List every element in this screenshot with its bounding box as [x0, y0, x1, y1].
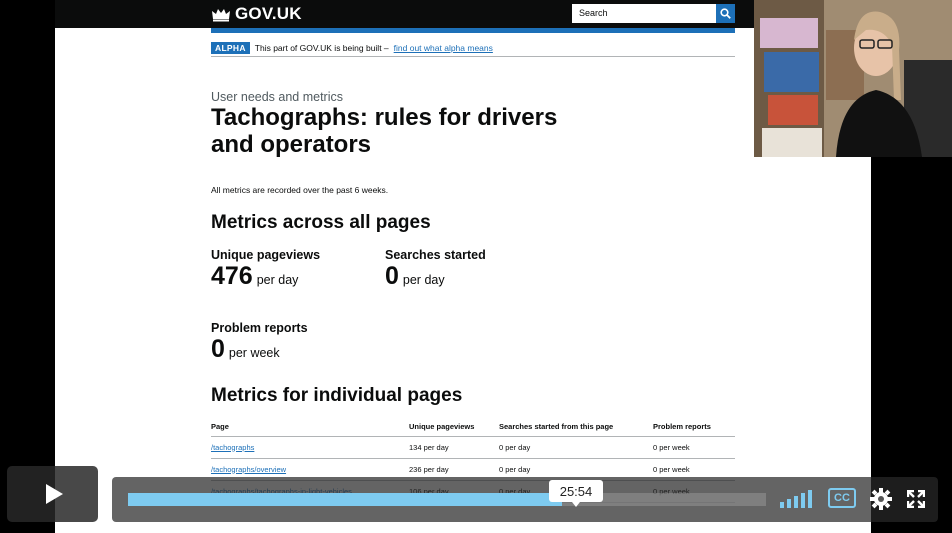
- search-input[interactable]: Search: [572, 4, 716, 23]
- metric-unit: per day: [402, 273, 445, 287]
- page-title: Tachographs: rules for drivers and operators: [211, 104, 558, 158]
- column-header: Searches started from this page: [499, 418, 653, 436]
- table-cell: 0 per day: [499, 458, 653, 480]
- metric-unique-pageviews: [211, 248, 320, 291]
- fullscreen-button[interactable]: [906, 488, 926, 510]
- search-button[interactable]: [716, 4, 735, 23]
- metric-problem-reports: [211, 321, 308, 364]
- metric-label: Unique pageviews: [211, 248, 321, 262]
- play-button[interactable]: [7, 466, 98, 522]
- logo-text: GOV.UK: [235, 4, 302, 23]
- phase-tag: ALPHA: [211, 42, 250, 54]
- crown-icon: [211, 7, 231, 22]
- progress-track[interactable]: [128, 483, 766, 506]
- phase-text: This part of GOV.UK is being built –: [254, 42, 389, 53]
- video-frame-page: [55, 0, 871, 533]
- individual-pages-heading: Metrics for individual pages: [211, 385, 463, 406]
- table-cell: 0 per week: [653, 458, 735, 480]
- table-cell: 0 per day: [499, 436, 653, 458]
- metric-value: 0: [211, 335, 225, 363]
- time-tooltip: 25:54: [549, 480, 603, 502]
- govuk-logo[interactable]: [211, 4, 302, 24]
- progress-fill: [128, 493, 562, 506]
- column-header: Problem reports: [653, 418, 735, 436]
- webcam-overlay: [754, 0, 952, 157]
- metric-unit: per week: [228, 346, 280, 360]
- table-row: [211, 436, 735, 458]
- gear-icon: [870, 488, 892, 510]
- header-blue-bar: [211, 28, 735, 33]
- page-link[interactable]: /tachographs/overview: [211, 464, 287, 474]
- metric-value: 476: [211, 262, 253, 290]
- phase-banner: [211, 39, 735, 57]
- phase-link[interactable]: find out what alpha means: [393, 42, 493, 53]
- page-link[interactable]: /tachographs: [211, 442, 255, 452]
- table-cell: 0 per week: [653, 436, 735, 458]
- metric-label: Problem reports: [211, 321, 308, 335]
- player-control-bar: [112, 477, 938, 522]
- search-icon: [720, 8, 731, 19]
- volume-bars-icon: [780, 490, 814, 508]
- play-icon: [40, 481, 66, 507]
- table-cell: 236 per day: [409, 458, 499, 480]
- metrics-note: All metrics are recorded over the past 6 weeks.: [211, 185, 389, 195]
- table-header-row: [211, 418, 735, 436]
- volume-control[interactable]: [780, 488, 814, 510]
- settings-button[interactable]: [870, 488, 892, 510]
- table-cell: 134 per day: [409, 436, 499, 458]
- metric-unit: per day: [256, 273, 299, 287]
- metric-searches-started: [385, 248, 486, 291]
- page-caption: User needs and metrics: [211, 90, 344, 104]
- metric-value: 0: [385, 262, 399, 290]
- closed-captions-button[interactable]: CC: [828, 488, 856, 508]
- column-header: Unique pageviews: [409, 418, 499, 436]
- column-header: Page: [211, 418, 409, 436]
- all-pages-heading: Metrics across all pages: [211, 212, 431, 233]
- govuk-header: [55, 0, 871, 28]
- metric-label: Searches started: [385, 248, 486, 262]
- fullscreen-icon: [907, 490, 925, 508]
- webcam-person-image: [754, 0, 952, 157]
